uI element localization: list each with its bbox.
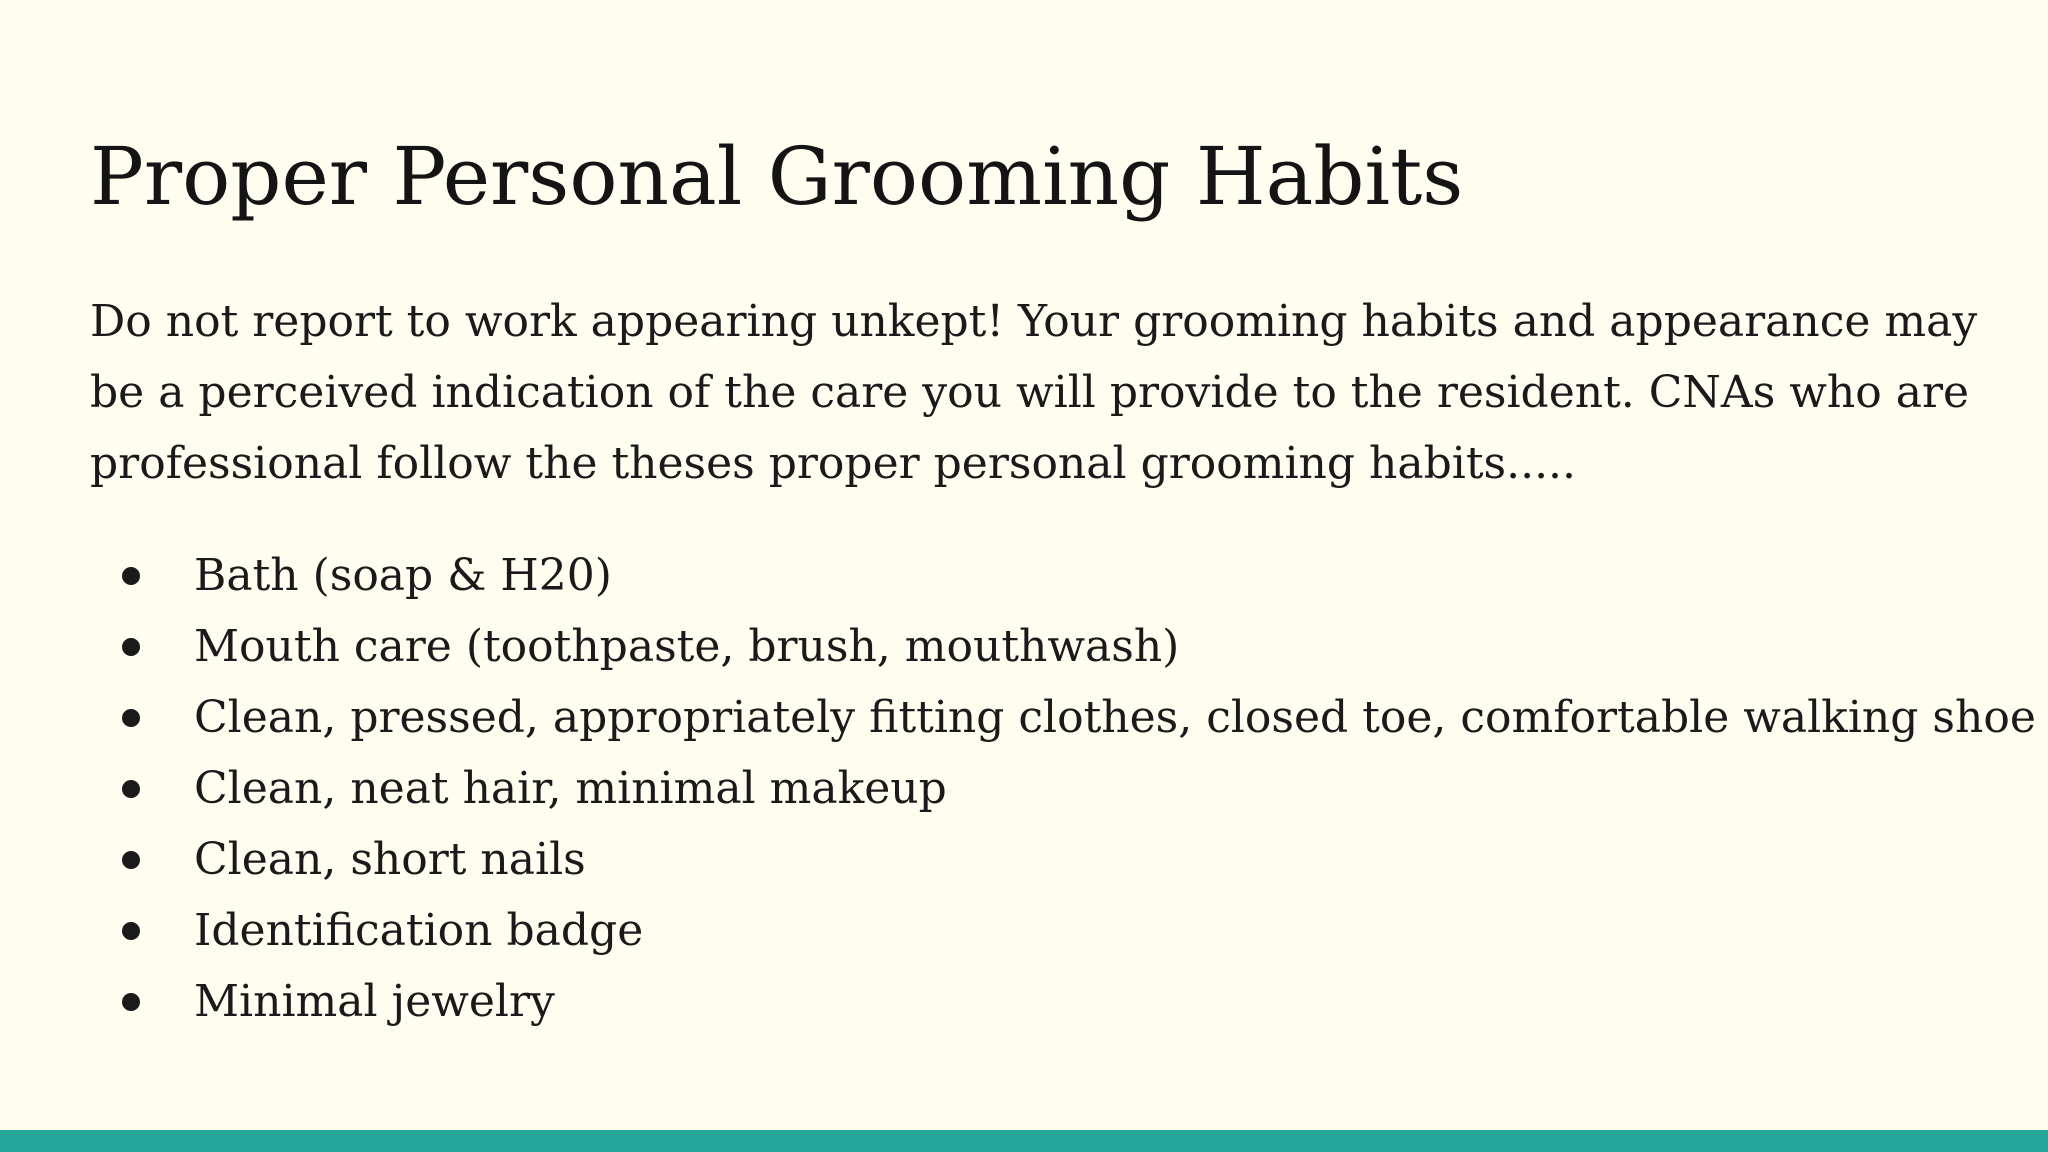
list-item — [90, 540, 2040, 611]
list-item-text: Clean, short nails — [194, 834, 586, 885]
slide-title: Proper Personal Grooming Habits — [90, 130, 1464, 223]
list-item — [90, 824, 2040, 895]
footer-accent-bar — [0, 1130, 2048, 1152]
list-item-text: Clean, neat hair, minimal makeup — [194, 763, 947, 814]
bullet-icon — [122, 993, 140, 1011]
bullet-icon — [122, 638, 140, 656]
list-item-text: Mouth care (toothpaste, brush, mouthwash) — [194, 621, 1180, 672]
intro-paragraph: Do not report to work appearing unkept! Your grooming habits and appearance may be a perceived indication of the care you will provide to the resident. CNAs who are professional follow the theses proper personal grooming habits..... — [90, 296, 1978, 489]
bullet-icon — [122, 922, 140, 940]
list-item — [90, 682, 2040, 753]
list-item-text: Bath (soap & H20) — [194, 550, 612, 601]
list-item — [90, 753, 2040, 824]
list-item — [90, 966, 2040, 1037]
bullet-icon — [122, 780, 140, 798]
bullet-icon — [122, 851, 140, 869]
bullet-icon — [122, 709, 140, 727]
list-item-text: Identification badge — [194, 905, 644, 956]
list-item — [90, 895, 2040, 966]
bullet-icon — [122, 567, 140, 585]
list-item-text: Clean, pressed, appropriately fitting clothes, closed toe, comfortable walking shoe — [194, 692, 2036, 743]
list-item — [90, 611, 2040, 682]
grooming-habits-list — [90, 540, 2040, 1037]
list-item-text: Minimal jewelry — [194, 976, 555, 1027]
